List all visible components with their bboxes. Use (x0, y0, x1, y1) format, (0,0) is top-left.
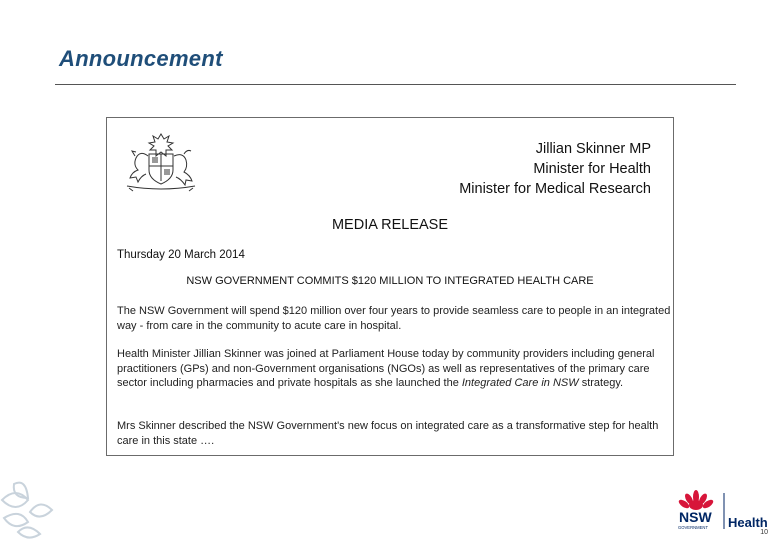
paragraph-2 (117, 347, 673, 391)
title-divider (55, 84, 736, 85)
release-date: Thursday 20 March 2014 (117, 249, 245, 261)
waratah-icon (677, 490, 714, 510)
media-release-heading: MEDIA RELEASE (331, 217, 449, 233)
paragraph-3: Mrs Skinner described the NSW Government's new focus on integrated care as a transformative step for health care in this state …. (117, 420, 659, 447)
paragraph-2-end: strategy. (578, 377, 624, 389)
paragraph-1: The NSW Government will spend $120 million over four years to provide seamless care to people in an integrated way - from care in the community to acute care in hospital. (117, 305, 671, 332)
page-number: 10 (760, 529, 768, 536)
government-wordmark: GOVERNMENT (678, 525, 709, 530)
media-release-document (106, 117, 674, 456)
minister-role-health: Minister for Health (533, 161, 651, 177)
minister-details (459, 139, 651, 199)
nsw-wordmark: NSW (679, 509, 712, 525)
nsw-coat-of-arms-icon (121, 130, 201, 194)
page-title: Announcement (59, 46, 223, 71)
nsw-health-logo (672, 487, 780, 533)
paragraph-2-main: Health Minister Jillian Skinner was joined at Parliament House today by community providers including general practitioners (GPs) and non-Government organisations (NGOs) as well as representatives of the primary care sector including pharmacies and private hospitals as she launched the (117, 348, 655, 389)
health-wordmark: Health (728, 515, 768, 530)
release-headline: NSW GOVERNMENT COMMITS $120 MILLION TO INTEGRATED HEALTH CARE (186, 275, 594, 287)
minister-role-research: Minister for Medical Research (459, 181, 651, 197)
minister-name: Jillian Skinner MP (535, 141, 651, 157)
strategy-name: Integrated Care in NSW (461, 377, 579, 389)
waratah-decoration-icon (0, 462, 60, 540)
